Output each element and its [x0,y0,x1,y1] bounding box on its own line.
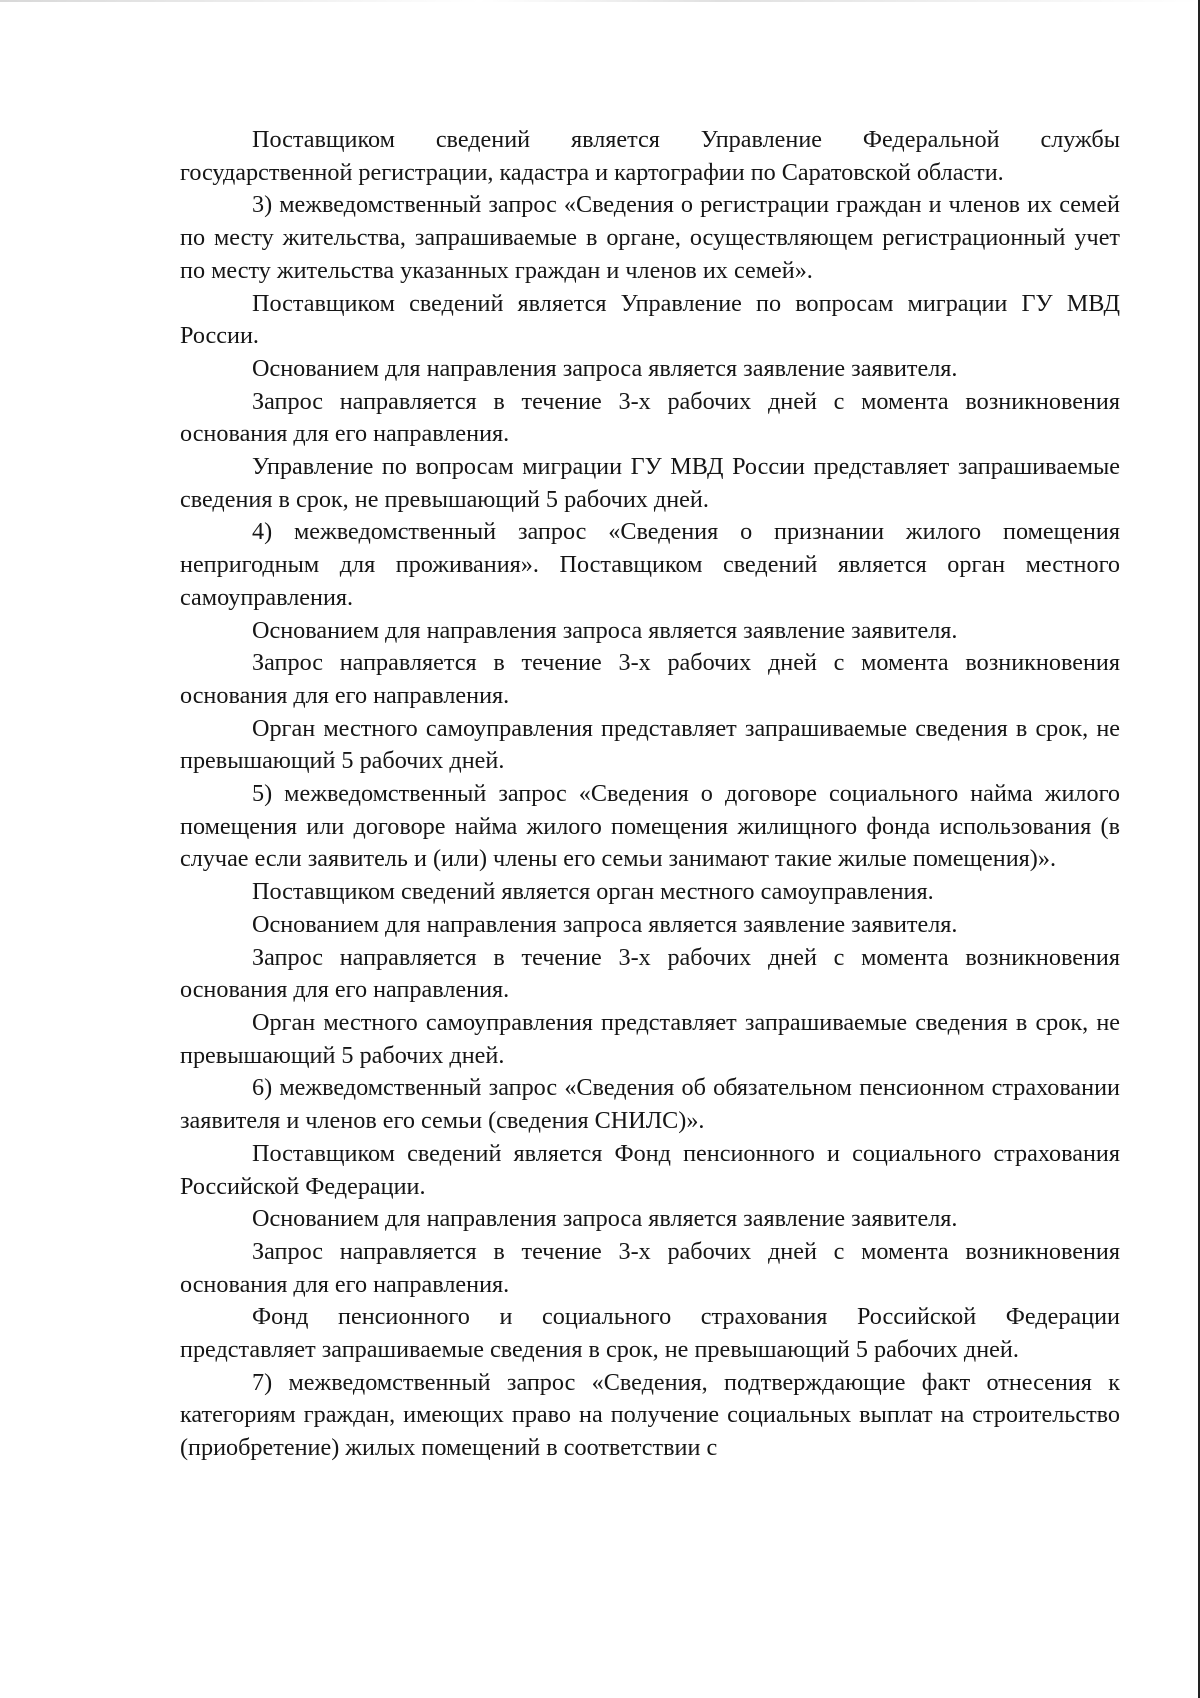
paragraph: Поставщиком сведений является Управление по вопросам миграции ГУ МВД России. [180,289,1120,350]
paragraph: Управление по вопросам миграции ГУ МВД России представляет запрашиваемые сведения в срок, не превышающий 5 рабочих дней. [180,453,1120,513]
paragraph: Запрос направляется в течение 3-х рабочих дней с момента возникновения основания для его направления. [180,387,1120,448]
paragraph: Запрос направляется в течение 3-х рабочих дней с момента возникновения основания для его направления. [180,649,1120,709]
paragraph: Поставщиком сведений является Фонд пенсионного и социального страхования Российской Федерации. [180,1139,1120,1200]
document-body [180,124,1120,1465]
paragraph: Запрос направляется в течение 3-х рабочих дней с момента возникновения основания для его направления. [180,943,1120,1004]
paragraph: Основанием для направления запроса является заявление заявителя. [252,616,958,644]
paragraph: Поставщиком сведений является Управление Федеральной службы государственной регистрации, кадастра и картографии по Саратовской области. [180,126,1120,186]
scan-edge-top [0,0,1200,2]
paragraph: Поставщиком сведений является орган местного самоуправления. [252,878,934,906]
paragraph: Основанием для направления запроса является заявление заявителя. [252,910,958,938]
paragraph: Запрос направляется в течение 3-х рабочих дней с момента возникновения основания для его направления. [180,1237,1120,1298]
paragraph: 5) межведомственный запрос «Сведения о договоре социального найма жилого помещения или договоре найма жилого помещения жилищного фонда использования (в случае если заявитель и (или) члены его семьи занимают такие жилые помещения)». [180,780,1120,873]
paragraph: 7) межведомственный запрос «Сведения, подтверждающие факт отнесения к категориям граждан, имеющих право на получение социальных выплат на строительство (приобретение) жилых помещений в соответствии с [180,1368,1120,1462]
paragraph: Основанием для направления запроса является заявление заявителя. [252,354,958,382]
paragraph: 6) межведомственный запрос «Сведения об обязательном пенсионном страховании заявителя и членов его семьи (сведения СНИЛС)». [180,1074,1120,1135]
paragraph: Орган местного самоуправления представляет запрашиваемые сведения в срок, не превышающий 5 рабочих дней. [180,714,1120,775]
paragraph: Основанием для направления запроса является заявление заявителя. [252,1205,958,1233]
paragraph: Орган местного самоуправления представляет запрашиваемые сведения в срок, не превышающий 5 рабочих дней. [180,1008,1120,1069]
paragraph: 3) межведомственный запрос «Сведения о регистрации граждан и членов их семей по месту жительства, запрашиваемые в органе, осуществляющем регистрационный учет по месту жительства указанных граждан и членов их семей». [180,191,1120,284]
paragraph: Фонд пенсионного и социального страхования Российской Федерации представляет запрашиваемые сведения в срок, не превышающий 5 рабочих дней. [180,1303,1120,1364]
paragraph: 4) межведомственный запрос «Сведения о признании жилого помещения непригодным для проживания». Поставщиком сведений является орган местного самоуправления. [180,518,1120,611]
